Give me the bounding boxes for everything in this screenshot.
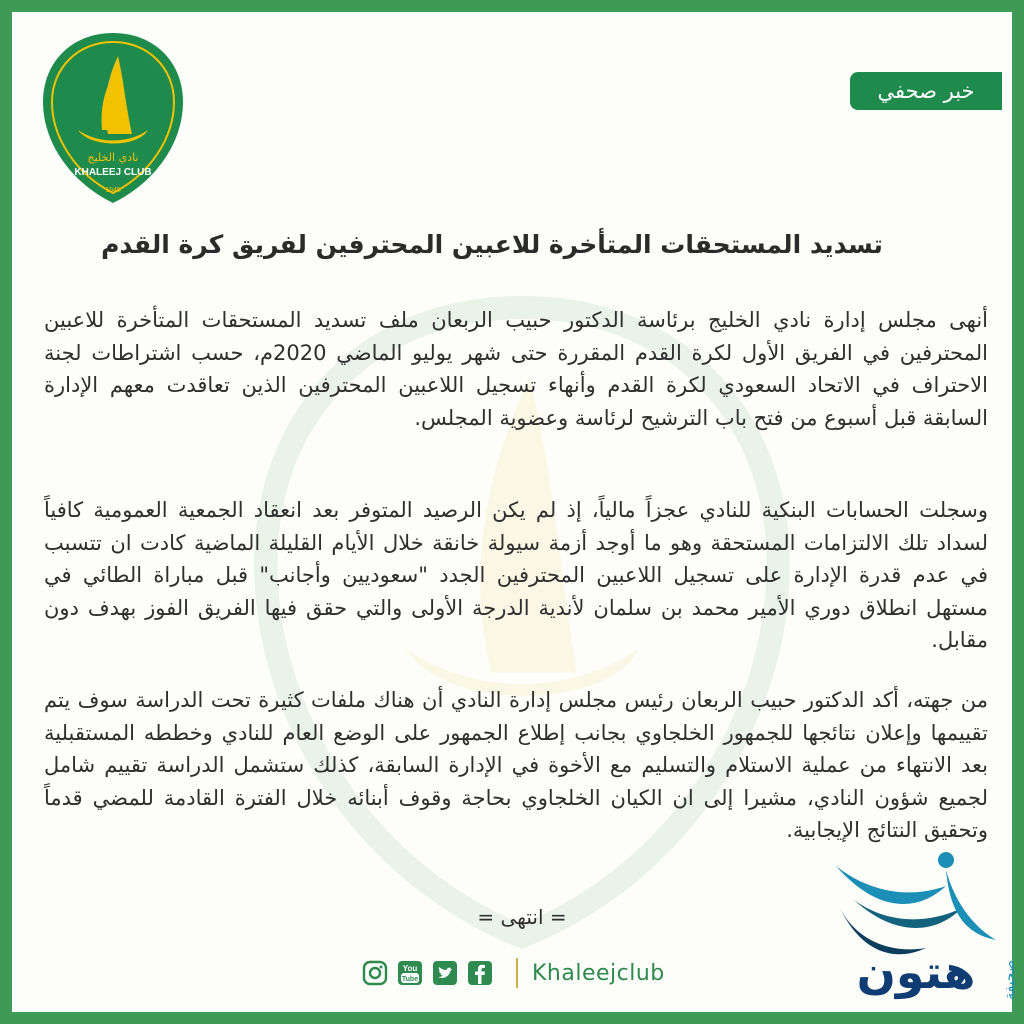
youtube-text-tube: Tube: [401, 976, 419, 983]
khaleej-club-logo: [40, 30, 186, 206]
paragraph-1: أنهى مجلس إدارة نادي الخليج برئاسة الدكتور حبيب الربعان ملف تسديد المستحقات المتأخرة للاعبين المحترفين في الفريق الأول لكرة القدم المقررة حتى شهر يوليو الماضي 2020م، حسب اشتراطات لجنة الاحتراف في الاتحاد السعودي لكرة القدم وأنهاء تسجيل اللاعبين المحترفين الذين تعاقدت معهم الإدارة السابقة قبل أسبوع من فتح باب الترشيح لرئاسة وعضوية المجلس.: [44, 308, 988, 430]
twitter-icon[interactable]: [432, 960, 458, 986]
youtube-text-you: You: [402, 964, 418, 973]
media-watermark-logo: [796, 830, 1018, 1012]
press-release-tag: خبر صحفي: [850, 72, 1002, 110]
headline: تسديد المستحقات المتأخرة للاعبين المحترفين لفريق كرة القدم: [101, 230, 883, 259]
social-handle[interactable]: Khaleejclub: [532, 960, 665, 986]
paragraph-3: من جهته، أكد الدكتور حبيب الربعان رئيس مجلس إدارة النادي أن هناك ملفات كثيرة تحت الدراسة سوف يتم تقييمها وإعلان نتائجها للجمهور الخلجاوي بجانب إطلاع الجمهور على الوضع العام للنادي وخططه المستقبلية بعد الانتهاء من عملية الاستلام والتسليم مع الأخوة في الإدارة السابقة، كذلك ستشمل الدراسة تقييم شامل لجميع شؤون النادي، مشيرا إلى ان الكيان الخلجاوي بحاجة وقوف أبنائه خلال الفترة القادمة للمضي قدماً وتحقيق النتائج الإيجابية.: [44, 688, 988, 842]
media-watermark-text: هتون: [856, 945, 976, 999]
social-footer: [362, 956, 665, 990]
instagram-icon[interactable]: [362, 960, 388, 986]
paragraph-2: وسجلت الحسابات البنكية للنادي عجزاً مالياً، إذ لم يكن الرصيد المتوفر بعد انعقاد الجمعية العمومية كافياً لسداد تلك الالتزامات المستحقة وهو ما أوجد أزمة سيولة خانقة خلال الأيام القليلة الماضية كادت ان تتسبب في عدم قدرة الإدارة على تسجيل اللاعبين المحترفين الجدد "سعوديين وأجانب" قبل مباراة الطائي في مستهل انطلاق دوري الأمير محمد بن سلمان لأندية الدرجة الأولى والتي حقق فيها الفريق الفوز بهدف دون مقابل.: [44, 498, 988, 652]
end-mark: = انتهى =: [477, 905, 567, 929]
press-release-card: [12, 12, 1018, 1012]
youtube-icon[interactable]: [397, 960, 423, 986]
logo-year: 1945: [105, 187, 121, 194]
facebook-icon[interactable]: [467, 960, 493, 986]
logo-name-ar: نادي الخليج: [87, 151, 139, 164]
media-watermark-side: صحيفة: [1002, 960, 1018, 1000]
footer-divider: [516, 958, 518, 988]
logo-name-en: KHALEEJ CLUB: [74, 167, 152, 178]
